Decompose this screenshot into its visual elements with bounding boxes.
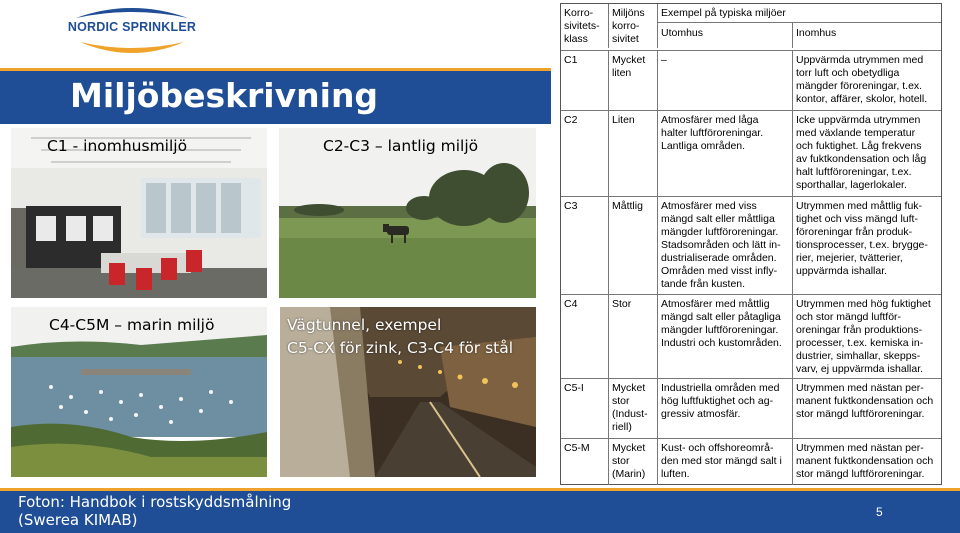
row-outdoor: Kust- och offshoreområ- den med stor mängd salt i luften. — [661, 442, 782, 480]
row-class: C4 — [564, 298, 578, 310]
table-row — [561, 110, 941, 196]
header-examples: Exempel på typiska miljöer — [661, 7, 786, 19]
row-indoor: Utrymmen med måttlig fuk- tighet och viss mängd luft- föroreningar från produk- tionsprocesser, t.ex. brygge- rier, mejerier, tvätterier, uppvärmda ishallar. — [796, 200, 928, 277]
row-indoor: Utrymmen med nästan per- manent fuktkondensation och stor mängd luftföroreningar. — [796, 442, 934, 480]
logo-text: NORDIC SPRINKLER — [67, 20, 197, 34]
row-risk: Mycket stor (Marin) — [612, 442, 646, 480]
table-row — [561, 196, 941, 294]
row-indoor: Utrymmen med hög fuktighet och stor mängd luftför- oreningar från produktions- processer, t.ex. kemiska in- dustrier, simhallar, skepps- varv, ej uppvärmda ishallar. — [796, 298, 931, 375]
row-risk: Mycket liten — [612, 54, 646, 79]
header-class: Korro- sivitets- klass — [564, 7, 600, 45]
table-header-row — [561, 4, 941, 48]
row-class: C1 — [564, 54, 578, 66]
photo-credit: Foton: Handbok i rostskyddsmålning (Swerea KIMAB) — [18, 493, 292, 529]
row-class: C5-I — [564, 382, 584, 394]
row-risk: Mycket stor (Indust- riell) — [612, 382, 648, 433]
header-indoor: Inomhus — [796, 27, 837, 39]
row-indoor: Uppvärmda utrymmen med torr luft och obetydliga mängder föroreningar, t.ex. kontor, affärer, skolor, hotell. — [796, 54, 928, 105]
row-indoor: Icke uppvärmda utrymmen med växlande temperatur och fuktighet. Låg frekvens av fuktkondensation och låg halt luftföroreningar, t.ex. sporthallar, lagerlokaler. — [796, 114, 927, 191]
row-risk: Liten — [612, 114, 635, 126]
table-row — [561, 50, 941, 110]
caption-c2c3: C2-C3 – lantlig miljö — [323, 137, 479, 155]
caption-tunnel-line1: Vägtunnel, exempel — [287, 316, 442, 334]
page-number: 5 — [876, 505, 883, 519]
row-risk: Stor — [612, 298, 632, 310]
company-logo — [62, 4, 202, 58]
corrosivity-table — [560, 3, 942, 485]
row-class: C2 — [564, 114, 578, 126]
caption-c4c5m: C4-C5M – marin miljö — [49, 316, 215, 334]
header-outdoor: Utomhus — [661, 27, 704, 39]
page-title: Miljöbeskrivning — [70, 76, 379, 115]
row-indoor: Utrymmen med nästan per- manent fuktkondensation och stor mängd luftföroreningar. — [796, 382, 934, 420]
table-row — [561, 294, 941, 378]
row-outdoor: Atmosfärer med viss mängd salt eller måttliga mängder luftföroreningar. Stadsområden och lätt in- dustrialiserade områden. Områden med visst infly- tande från kusten. — [661, 200, 781, 290]
row-class: C3 — [564, 200, 578, 212]
header-risk: Miljöns korro- sivitet — [612, 7, 645, 45]
caption-c1: C1 - inomhusmiljö — [47, 137, 188, 155]
caption-tunnel-line2: C5-CX för zink, C3-C4 för stål — [287, 339, 514, 357]
table-row — [561, 378, 941, 438]
table-row — [561, 438, 941, 485]
row-class: C5-M — [564, 442, 590, 454]
row-outdoor: Atmosfärer med låga halter luftföroreningar. Lantliga områden. — [661, 114, 764, 152]
row-outdoor: – — [661, 54, 667, 66]
row-risk: Måttlig — [612, 200, 643, 212]
row-outdoor: Industriella områden med hög luftfuktighet och ag- gressiv atmosfär. — [661, 382, 780, 420]
row-outdoor: Atmosfärer med måttlig mängd salt eller påtagliga mängder luftföroreningar. Industri och kustområden. — [661, 298, 782, 349]
